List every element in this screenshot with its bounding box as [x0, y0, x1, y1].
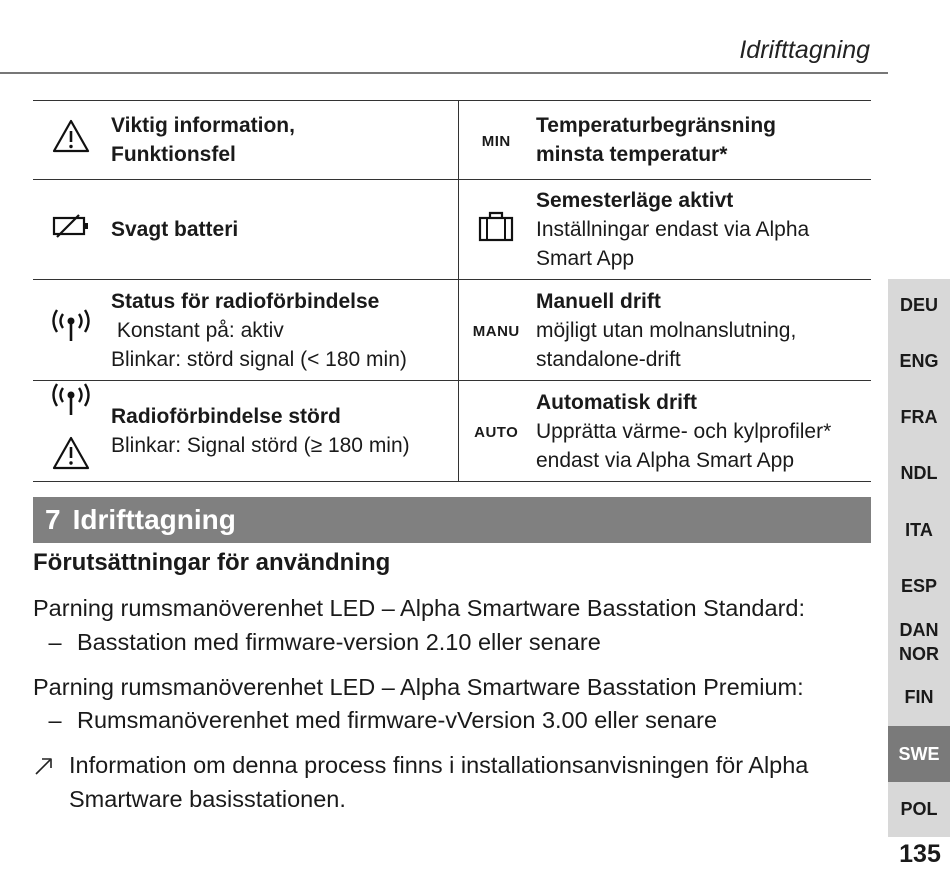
symbol-description: möjligt utan molnanslutning, standalone-drift	[536, 318, 797, 371]
symbol-cell	[109, 280, 458, 381]
symbol-title: Svagt batteri	[111, 218, 239, 241]
tab-swe[interactable]: SWE	[888, 726, 950, 782]
tab-deu[interactable]: DEU	[899, 295, 938, 315]
symbol-description: Konstant på: aktiv Blinkar: störd signal (< 180 min)	[111, 318, 407, 371]
tab-fin[interactable]: FIN	[904, 687, 934, 707]
symbol-cell	[109, 381, 458, 482]
symbol-title: Status för radioförbindelse	[111, 289, 380, 313]
header-rule	[0, 72, 888, 74]
manu-label: MANU	[458, 280, 534, 381]
section-number: 7	[45, 504, 61, 535]
symbol-title: Temperaturbegränsning minsta temperatur*	[536, 114, 776, 166]
tab-ndl[interactable]: NDL	[900, 463, 938, 483]
running-header: Idrifttagning	[739, 36, 870, 64]
list-item	[33, 626, 601, 659]
radio-signal-warning-icon	[33, 381, 109, 482]
symbol-description: Inställningar endast via Alpha Smart App	[536, 218, 810, 270]
symbol-cell	[109, 101, 458, 180]
pairing-premium-text: Parning rumsmanöverenhet LED – Alpha Smartware Basstation Premium:	[33, 674, 804, 700]
symbol-cell	[534, 101, 871, 180]
dash-bullet: –	[48, 707, 62, 733]
list-item-text: Basstation med firmware-version 2.10 eller senare	[77, 629, 601, 655]
auto-label: AUTO	[458, 381, 534, 482]
symbol-description: Blinkar: Signal störd (≥ 180 min)	[111, 434, 410, 457]
note-text: Information om denna process finns i installationsanvisningen för Alpha Smartware basisstationen.	[69, 752, 809, 812]
warning-triangle-icon	[33, 101, 109, 180]
symbols-table	[33, 100, 871, 482]
pairing-standard-text: Parning rumsmanöverenhet LED – Alpha Smartware Basstation Standard:	[33, 595, 806, 621]
symbol-cell	[534, 381, 871, 482]
tab-esp[interactable]: ESP	[900, 576, 938, 596]
tab-pol[interactable]: POL	[900, 799, 938, 819]
symbol-title: Manuell drift	[536, 289, 661, 313]
symbol-title: Radioförbindelse störd	[111, 405, 341, 428]
section-title: Idrifttagning	[72, 504, 236, 535]
section-heading	[33, 497, 871, 543]
symbol-title: Viktig information, Funktionsfel	[111, 114, 295, 166]
dash-bullet: –	[48, 629, 62, 655]
symbol-cell	[534, 180, 871, 280]
suitcase-icon	[458, 180, 534, 280]
table-row	[33, 180, 871, 280]
list-item	[33, 704, 717, 737]
symbol-description: Upprätta värme- och kylprofiler* endast via Alpha Smart App	[536, 419, 832, 472]
symbol-title: Automatisk drift	[536, 390, 698, 414]
tab-ita[interactable]: ITA	[905, 520, 933, 540]
list-item-text: Rumsmanöverenhet med firmware-vVersion 3.00 eller senare	[77, 707, 718, 733]
arrow-hint-icon	[33, 752, 55, 786]
table-row	[33, 101, 871, 180]
info-note	[33, 748, 873, 816]
symbol-title: Semesterläge aktivt	[536, 189, 734, 212]
requirements-heading: Förutsättningar för användning	[33, 549, 391, 576]
tab-fra[interactable]: FRA	[900, 407, 938, 427]
page-number: 135	[899, 840, 941, 868]
tab-dan-nor[interactable]: DAN NOR	[899, 620, 939, 664]
table-row	[33, 381, 871, 482]
language-tabs	[888, 279, 950, 837]
symbol-cell	[109, 180, 458, 280]
tab-eng[interactable]: ENG	[899, 351, 939, 371]
table-row	[33, 280, 871, 381]
symbol-cell	[534, 280, 871, 381]
min-label: MIN	[458, 101, 534, 180]
radio-signal-icon	[33, 280, 109, 381]
battery-low-icon	[33, 180, 109, 280]
